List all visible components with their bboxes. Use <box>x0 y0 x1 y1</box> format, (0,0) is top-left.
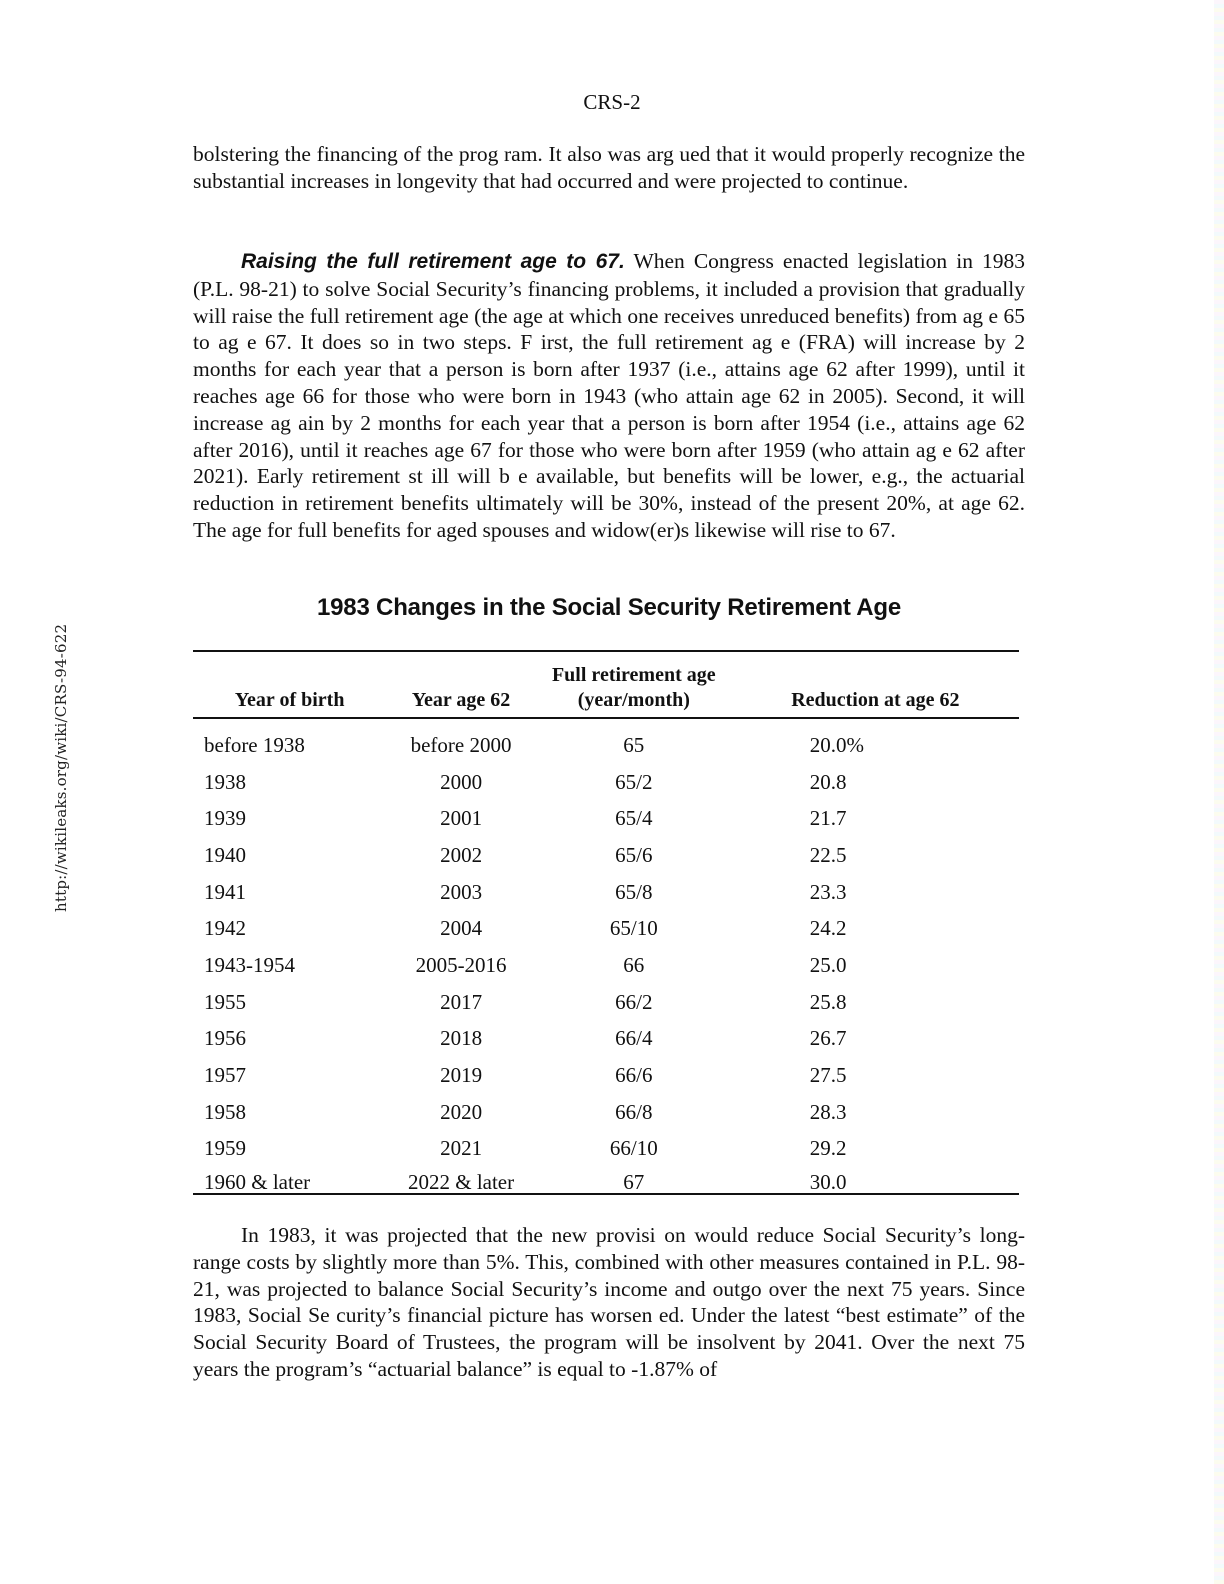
table-row <box>193 1057 1019 1094</box>
cell-year-of-birth: before 1938 <box>204 732 305 757</box>
cell-year-age-62: 2019 <box>440 1063 483 1088</box>
cell-year-of-birth: 1955 <box>204 989 246 1014</box>
cell-full-retirement-age: 65/2 <box>615 769 653 794</box>
cell-full-retirement-age: 65 <box>623 732 645 757</box>
cell-full-retirement-age: 65/4 <box>615 806 653 831</box>
cell-year-of-birth: 1960 & later <box>204 1170 311 1195</box>
cell-reduction: 27.5 <box>809 1063 847 1088</box>
cell-year-of-birth: 1942 <box>204 916 246 941</box>
cell-reduction: 25.0 <box>809 952 847 977</box>
header-year-of-birth: Year of birth <box>234 689 345 711</box>
cell-year-age-62: 2003 <box>440 879 483 904</box>
table-row <box>193 800 1019 837</box>
header-row <box>193 651 1019 718</box>
header-reduction: Reduction at age 62 <box>791 689 960 711</box>
table-row <box>193 947 1019 984</box>
cell-reduction: 30.0 <box>809 1170 847 1195</box>
paragraph-raising-fra <box>193 248 1025 544</box>
cell-full-retirement-age: 67 <box>623 1170 645 1195</box>
cell-year-age-62: 2000 <box>440 769 483 794</box>
table-row <box>193 874 1019 911</box>
scan-edge-strip <box>1214 0 1224 1584</box>
table-row <box>193 984 1019 1021</box>
page-number: CRS-2 <box>583 90 641 114</box>
header-full-retirement-age <box>536 651 732 718</box>
cell-year-of-birth: 1939 <box>204 806 246 831</box>
cell-reduction: 28.3 <box>809 1099 847 1124</box>
header-fra-line2: (year/month) <box>577 689 690 711</box>
table-row <box>193 718 1019 764</box>
paragraph-body: When Congress enacted legislation in 1983 (P.L. 98-21) to solve Social Security’s financing problems, it included a provision that gradually will raise the full retirement age (the age at which one receives unreduced benefits) from ag e 65 to ag e 67. It does so in two steps. F irst, the full retirement ag e (FRA) will increase by 2 months for each year that a person is born after 1937 (i.e., attains age 62 after 1999), until it reaches age 66 for those who were born in 1943 (who attain age 62 in 2005). Second, it will increase ag ain by 2 months for each year that a person is born after 1954 (i.e., attains age 62 after 2016), until it reaches age 67 for those who were born after 1959 (who attain ag e 62 after 2021). Early retirement st ill will b e available, but benefits will be lower, e.g., the actuarial reduction in retirement benefits ultimately will be 30%, instead of the present 20%, at age 62. The age for full benefits for aged spouses and widow(er)s likewise will rise to 67. <box>193 249 1025 542</box>
cell-year-of-birth: 1938 <box>204 769 246 794</box>
cell-full-retirement-age: 65/10 <box>609 916 658 941</box>
table-row <box>193 1094 1019 1131</box>
table-row <box>193 1021 1019 1058</box>
paragraph-continuation: bolstering the financing of the prog ram. It also was arg ued that it would properly recognize the substantial increases in longevity that had occurred and were projected to continue. <box>193 142 1025 193</box>
table-body <box>193 718 1019 1194</box>
cell-full-retirement-age: 66/8 <box>615 1099 653 1124</box>
cell-year-age-62: 2022 & later <box>407 1170 515 1195</box>
cell-reduction: 20.0% <box>809 732 864 757</box>
paragraph-lead-heading: Raising the full retirement age to 67. <box>241 250 625 273</box>
cell-reduction: 23.3 <box>809 879 847 904</box>
table-header <box>193 651 1019 718</box>
header-year-age-62: Year age 62 <box>411 689 511 711</box>
cell-year-of-birth: 1941 <box>204 879 246 904</box>
table-row <box>193 910 1019 947</box>
cell-full-retirement-age: 66/10 <box>609 1136 658 1161</box>
cell-year-age-62: 2005-2016 <box>415 952 507 977</box>
cell-reduction: 20.8 <box>809 769 847 794</box>
cell-reduction: 21.7 <box>809 806 847 831</box>
cell-full-retirement-age: 66 <box>623 952 645 977</box>
cell-year-age-62: 2001 <box>440 806 483 831</box>
cell-reduction: 26.7 <box>809 1026 847 1051</box>
table-title: 1983 Changes in the Social Security Retirement Age <box>317 594 901 621</box>
cell-reduction: 22.5 <box>809 842 847 867</box>
cell-year-of-birth: 1940 <box>204 842 246 867</box>
cell-reduction: 24.2 <box>809 916 847 941</box>
cell-year-of-birth: 1959 <box>204 1136 246 1161</box>
cell-year-age-62: 2002 <box>440 842 483 867</box>
table-row <box>193 837 1019 874</box>
cell-year-of-birth: 1958 <box>204 1099 246 1124</box>
retirement-age-table <box>193 650 1019 1195</box>
cell-year-age-62: 2017 <box>440 989 483 1014</box>
cell-year-age-62: 2004 <box>440 916 483 941</box>
table-row <box>193 764 1019 801</box>
table-row <box>193 1131 1019 1168</box>
table <box>193 650 1019 1195</box>
cell-full-retirement-age: 66/6 <box>615 1063 653 1088</box>
paragraph-projection: In 1983, it was projected that the new provisi on would reduce Social Security’s long-range costs by slightly more than 5%. This, combined with other measures contained in P.L. 98-21, was projected to balance Social Security’s income and outgo over the next 75 years. Since 1983, Social Se curity’s financial picture has worsen ed. Under the latest “best estimate” of the Social Security Board of Trustees, the program will be insolvent by 2041. Over the next 75 years the program’s “actuarial balance” is equal to -1.87% of <box>193 1223 1025 1381</box>
cell-year-age-62: 2020 <box>440 1099 483 1124</box>
cell-year-age-62: before 2000 <box>410 732 512 757</box>
cell-full-retirement-age: 66/4 <box>615 1026 653 1051</box>
cell-year-age-62: 2021 <box>440 1136 483 1161</box>
side-watermark-url: http://wikileaks.org/wiki/CRS-94-622 <box>52 623 70 912</box>
cell-reduction: 29.2 <box>809 1136 847 1161</box>
cell-reduction: 25.8 <box>809 989 847 1014</box>
cell-year-of-birth: 1957 <box>204 1063 246 1088</box>
table-row <box>193 1167 1019 1194</box>
cell-year-of-birth: 1956 <box>204 1026 246 1051</box>
cell-full-retirement-age: 65/6 <box>615 842 653 867</box>
cell-year-of-birth: 1943-1954 <box>204 952 295 977</box>
header-fra-line1: Full retirement age <box>551 664 716 686</box>
cell-full-retirement-age: 66/2 <box>615 989 653 1014</box>
cell-year-age-62: 2018 <box>440 1026 483 1051</box>
cell-full-retirement-age: 65/8 <box>615 879 653 904</box>
